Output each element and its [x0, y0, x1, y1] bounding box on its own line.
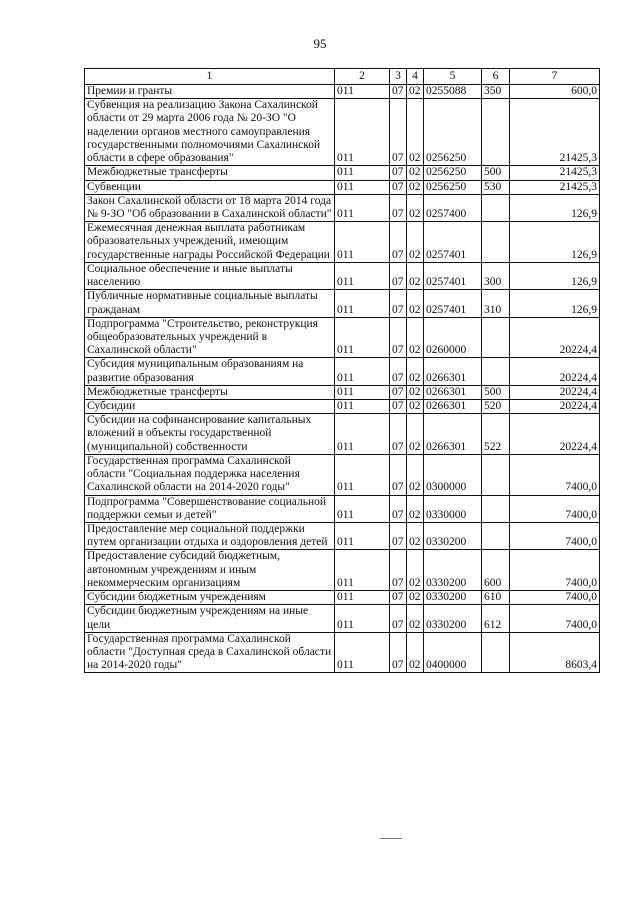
row-name: Субсидия муниципальным образованиям на развитие образования	[85, 358, 335, 385]
table-row	[85, 290, 600, 317]
row-amount: 20224,4	[510, 385, 600, 399]
row-code-col6	[482, 317, 510, 358]
row-code-col6	[482, 194, 510, 221]
table-row	[85, 85, 600, 99]
column-header: 4	[407, 69, 424, 85]
row-amount: 7400,0	[510, 591, 600, 605]
row-code-col3: 07	[390, 632, 407, 673]
row-code-col3: 07	[390, 262, 407, 289]
row-code-col2: 011	[335, 605, 390, 632]
row-name: Премии и гранты	[85, 85, 335, 99]
column-header: 7	[510, 69, 600, 85]
row-name: Субсидии бюджетным учреждениям	[85, 591, 335, 605]
row-code-col3: 07	[390, 180, 407, 194]
row-code-col5: 0266301	[424, 385, 482, 399]
row-code-col2: 011	[335, 414, 390, 455]
row-code-col4: 02	[407, 166, 424, 180]
row-code-col3: 07	[390, 317, 407, 358]
row-code-col2: 011	[335, 358, 390, 385]
row-code-col4: 02	[407, 317, 424, 358]
row-code-col5: 0257400	[424, 194, 482, 221]
row-code-col3: 07	[390, 290, 407, 317]
row-code-col5: 0330200	[424, 550, 482, 591]
page-footer-mark	[380, 838, 402, 839]
table-row	[85, 414, 600, 455]
row-code-col4: 02	[407, 495, 424, 522]
row-amount: 126,9	[510, 194, 600, 221]
row-amount: 21425,3	[510, 180, 600, 194]
row-name: Субсидии на софинансирование капитальных вложений в объекты государственной (муниципальной) собственности	[85, 414, 335, 455]
row-code-col2: 011	[335, 591, 390, 605]
row-name: Субвенция на реализацию Закона Сахалинской области от 29 марта 2006 года № 20-ЗО "О наделении органов местного самоуправления государственными полномочиями Сахалинской области в сфере образования"	[85, 99, 335, 166]
row-code-col3: 07	[390, 222, 407, 263]
row-amount: 21425,3	[510, 99, 600, 166]
row-name: Субсидии бюджетным учреждениям на иные цели	[85, 605, 335, 632]
row-code-col6: 520	[482, 400, 510, 414]
row-name: Межбюджетные трансферты	[85, 166, 335, 180]
row-code-col4: 02	[407, 550, 424, 591]
row-code-col5: 0266301	[424, 414, 482, 455]
row-code-col2: 011	[335, 85, 390, 99]
row-name: Предоставление мер социальной поддержки путем организации отдыха и оздоровления детей	[85, 523, 335, 550]
row-name: Ежемесячная денежная выплата работникам образовательных учреждений, имеющим государственные награды Российской Федерации	[85, 222, 335, 263]
table-row	[85, 632, 600, 673]
row-code-col4: 02	[407, 222, 424, 263]
row-code-col2: 011	[335, 222, 390, 263]
row-name: Закон Сахалинской области от 18 марта 2014 года № 9-ЗО "Об образовании в Сахалинской области"	[85, 194, 335, 221]
row-code-col6: 600	[482, 550, 510, 591]
row-code-col6	[482, 495, 510, 522]
row-code-col6	[482, 222, 510, 263]
row-code-col5: 0256250	[424, 166, 482, 180]
row-code-col3: 07	[390, 166, 407, 180]
row-code-col3: 07	[390, 550, 407, 591]
row-code-col4: 02	[407, 99, 424, 166]
row-code-col6	[482, 454, 510, 495]
row-amount: 7400,0	[510, 495, 600, 522]
row-code-col3: 07	[390, 194, 407, 221]
budget-table	[84, 68, 600, 673]
row-amount: 20224,4	[510, 358, 600, 385]
row-code-col6	[482, 99, 510, 166]
row-amount: 7400,0	[510, 550, 600, 591]
row-code-col2: 011	[335, 495, 390, 522]
row-code-col5: 0257401	[424, 290, 482, 317]
row-code-col4: 02	[407, 85, 424, 99]
row-code-col5: 0300000	[424, 454, 482, 495]
table-row	[85, 523, 600, 550]
row-amount: 7400,0	[510, 454, 600, 495]
table-row	[85, 358, 600, 385]
table-row	[85, 166, 600, 180]
row-code-col2: 011	[335, 454, 390, 495]
row-code-col6	[482, 523, 510, 550]
row-code-col2: 011	[335, 262, 390, 289]
row-code-col2: 011	[335, 99, 390, 166]
row-code-col6: 500	[482, 166, 510, 180]
row-code-col3: 07	[390, 523, 407, 550]
column-header: 3	[390, 69, 407, 85]
row-code-col3: 07	[390, 400, 407, 414]
row-code-col2: 011	[335, 166, 390, 180]
row-code-col3: 07	[390, 591, 407, 605]
row-code-col6: 522	[482, 414, 510, 455]
row-code-col5: 0260000	[424, 317, 482, 358]
table-row	[85, 194, 600, 221]
row-code-col5: 0330200	[424, 523, 482, 550]
row-code-col5: 0257401	[424, 262, 482, 289]
row-code-col3: 07	[390, 85, 407, 99]
row-amount: 7400,0	[510, 605, 600, 632]
table-row	[85, 385, 600, 399]
row-code-col6: 612	[482, 605, 510, 632]
row-name: Субвенции	[85, 180, 335, 194]
row-code-col4: 02	[407, 414, 424, 455]
row-code-col4: 02	[407, 358, 424, 385]
row-amount: 20224,4	[510, 400, 600, 414]
column-header: 6	[482, 69, 510, 85]
row-amount: 20224,4	[510, 414, 600, 455]
row-code-col4: 02	[407, 591, 424, 605]
row-name: Государственная программа Сахалинской области "Доступная среда в Сахалинской области на 2014-2020 годы"	[85, 632, 335, 673]
row-code-col5: 0257401	[424, 222, 482, 263]
row-code-col5: 0330000	[424, 495, 482, 522]
row-code-col4: 02	[407, 290, 424, 317]
row-code-col5: 0256250	[424, 180, 482, 194]
row-code-col2: 011	[335, 523, 390, 550]
row-name: Межбюджетные трансферты	[85, 385, 335, 399]
row-amount: 21425,3	[510, 166, 600, 180]
row-name: Государственная программа Сахалинской области "Социальная поддержка населения Сахалинской области на 2014-2020 годы"	[85, 454, 335, 495]
row-code-col3: 07	[390, 358, 407, 385]
row-code-col3: 07	[390, 385, 407, 399]
row-code-col3: 07	[390, 454, 407, 495]
row-code-col2: 011	[335, 317, 390, 358]
row-code-col6: 610	[482, 591, 510, 605]
row-code-col6: 530	[482, 180, 510, 194]
table-row	[85, 605, 600, 632]
column-header: 1	[85, 69, 335, 85]
row-amount: 600,0	[510, 85, 600, 99]
row-code-col5: 0266301	[424, 358, 482, 385]
row-code-col5: 0330200	[424, 605, 482, 632]
table-row	[85, 591, 600, 605]
row-code-col3: 07	[390, 414, 407, 455]
row-code-col6: 350	[482, 85, 510, 99]
row-code-col5: 0256250	[424, 99, 482, 166]
row-name: Субсидии	[85, 400, 335, 414]
row-code-col4: 02	[407, 262, 424, 289]
row-code-col6	[482, 632, 510, 673]
row-code-col4: 02	[407, 605, 424, 632]
row-code-col4: 02	[407, 385, 424, 399]
row-code-col2: 011	[335, 550, 390, 591]
row-amount: 8603,4	[510, 632, 600, 673]
row-code-col2: 011	[335, 632, 390, 673]
row-code-col4: 02	[407, 454, 424, 495]
row-name: Подпрограмма "Строительство, реконструкция общеобразовательных учреждений в Сахалинской области"	[85, 317, 335, 358]
table-header-row	[85, 69, 600, 85]
table-row	[85, 495, 600, 522]
row-amount: 7400,0	[510, 523, 600, 550]
row-code-col4: 02	[407, 400, 424, 414]
row-code-col5: 0255088	[424, 85, 482, 99]
table-row	[85, 222, 600, 263]
column-header: 2	[335, 69, 390, 85]
row-code-col5: 0400000	[424, 632, 482, 673]
row-code-col5: 0266301	[424, 400, 482, 414]
table-row	[85, 262, 600, 289]
row-code-col6: 500	[482, 385, 510, 399]
table-row	[85, 180, 600, 194]
row-code-col2: 011	[335, 180, 390, 194]
row-name: Подпрограмма "Совершенствование социальной поддержки семьи и детей"	[85, 495, 335, 522]
table-row	[85, 317, 600, 358]
table-row	[85, 99, 600, 166]
row-code-col3: 07	[390, 605, 407, 632]
row-code-col6: 310	[482, 290, 510, 317]
row-code-col6	[482, 358, 510, 385]
column-header: 5	[424, 69, 482, 85]
row-code-col4: 02	[407, 523, 424, 550]
table-row	[85, 400, 600, 414]
row-code-col2: 011	[335, 400, 390, 414]
row-amount: 126,9	[510, 262, 600, 289]
row-code-col2: 011	[335, 290, 390, 317]
row-amount: 20224,4	[510, 317, 600, 358]
row-code-col4: 02	[407, 180, 424, 194]
row-code-col2: 011	[335, 385, 390, 399]
row-code-col3: 07	[390, 99, 407, 166]
row-code-col4: 02	[407, 632, 424, 673]
row-name: Социальное обеспечение и иные выплаты населению	[85, 262, 335, 289]
table-row	[85, 454, 600, 495]
row-name: Публичные нормативные социальные выплаты гражданам	[85, 290, 335, 317]
row-amount: 126,9	[510, 290, 600, 317]
row-amount: 126,9	[510, 222, 600, 263]
page-number: 95	[313, 36, 327, 51]
row-code-col6: 300	[482, 262, 510, 289]
table-body	[85, 85, 600, 673]
row-code-col5: 0330200	[424, 591, 482, 605]
row-code-col3: 07	[390, 495, 407, 522]
row-code-col4: 02	[407, 194, 424, 221]
table-row	[85, 550, 600, 591]
row-code-col2: 011	[335, 194, 390, 221]
row-name: Предоставление субсидий бюджетным, автономным учреждениям и иным некоммерческим организациям	[85, 550, 335, 591]
